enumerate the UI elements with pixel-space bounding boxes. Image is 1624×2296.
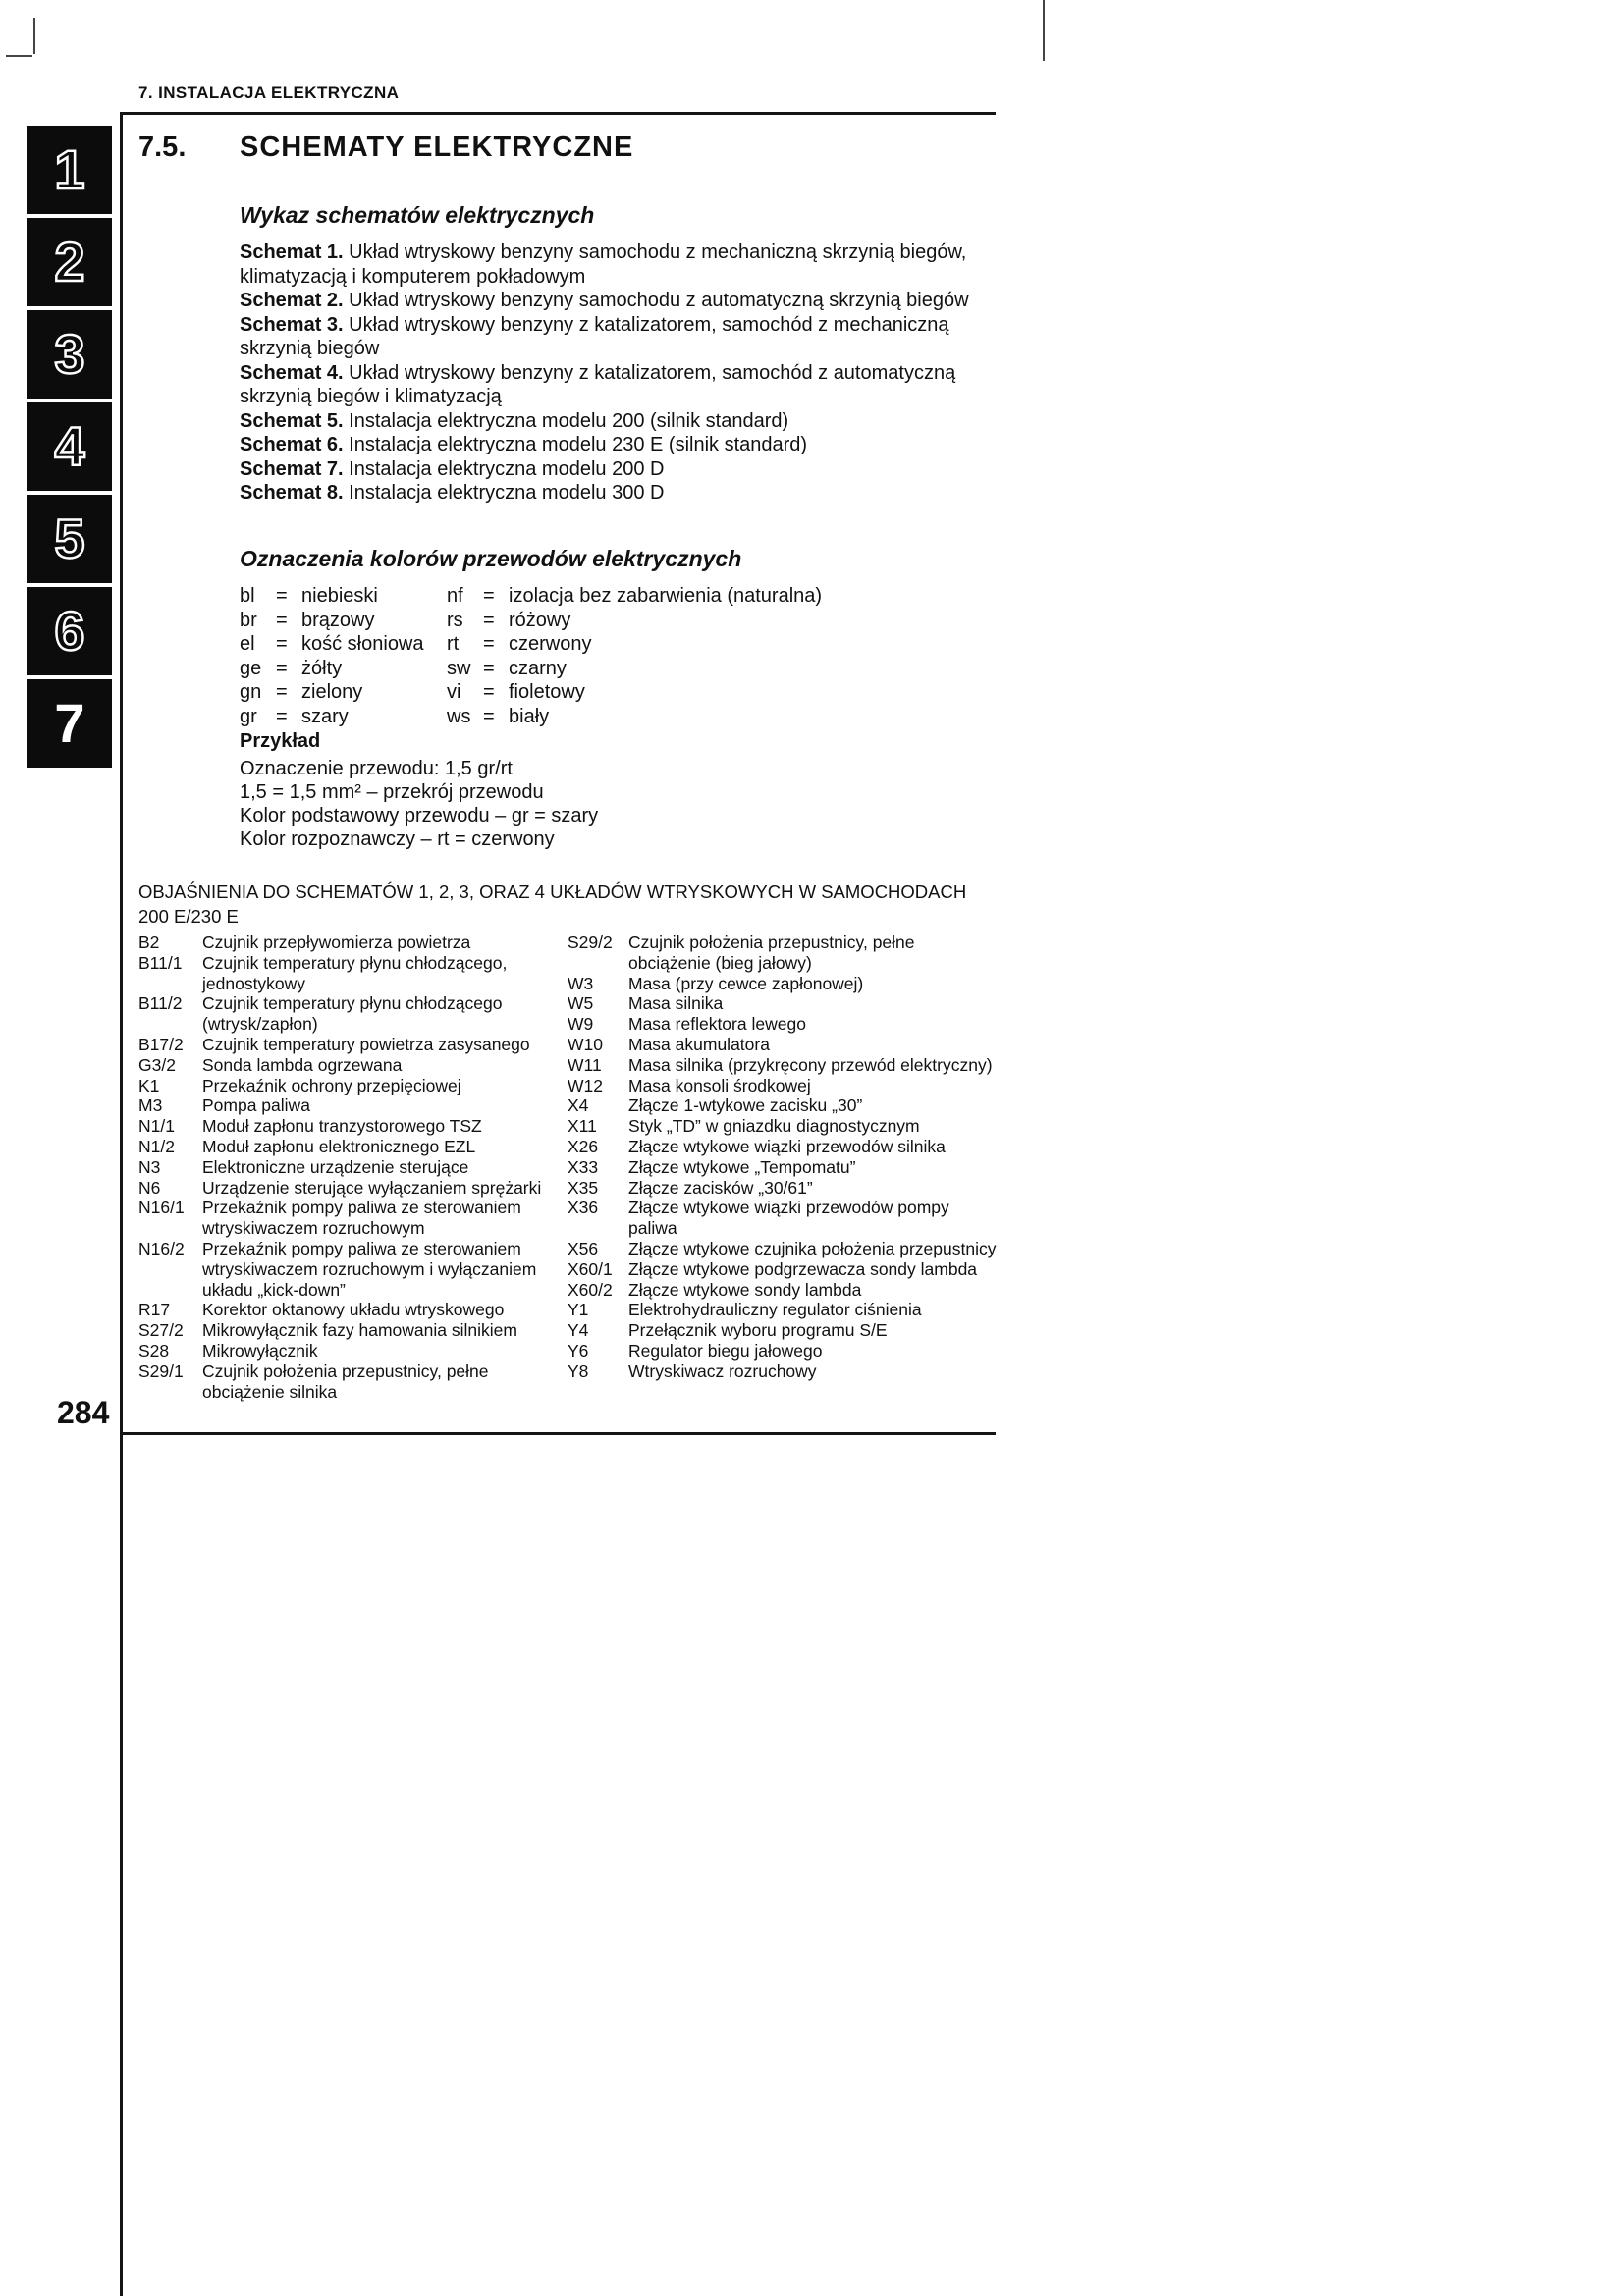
wire-color-row bbox=[240, 609, 447, 633]
legend-description: Wtryskiwacz rozruchowy bbox=[628, 1361, 817, 1381]
example-line: Kolor podstawowy przewodu – gr = szary bbox=[240, 805, 599, 827]
schemat-text: Instalacja elektryczna modelu 230 E (silnik standard) bbox=[349, 434, 808, 455]
legend-description: Złącze wtykowe wiązki przewodów pompy paliwa bbox=[628, 1198, 949, 1239]
legend-description: Złącze wtykowe podgrzewacza sondy lambda bbox=[628, 1258, 978, 1279]
legend-code: W9 bbox=[568, 1014, 594, 1035]
equals-sign: = bbox=[483, 681, 495, 703]
wire-color-row bbox=[240, 705, 447, 729]
example-lines bbox=[240, 757, 927, 851]
legend-item bbox=[138, 1035, 557, 1055]
legend-heading bbox=[138, 880, 1002, 929]
legend-item bbox=[138, 1341, 557, 1362]
wire-color-code: el bbox=[240, 633, 255, 655]
legend-description: Przełącznik wyboru programu S/E bbox=[628, 1320, 888, 1341]
legend-description: Czujnik położenia przepustnicy, pełne obciążenie (bieg jałowy) bbox=[628, 933, 915, 973]
legend-item bbox=[568, 1116, 997, 1137]
schemat-item bbox=[240, 481, 1003, 506]
legend-item bbox=[138, 1239, 557, 1300]
equals-sign: = bbox=[276, 681, 288, 703]
legend-description: Czujnik położenia przepustnicy, pełne obciążenie silnika bbox=[202, 1361, 489, 1402]
legend-item bbox=[138, 1137, 557, 1157]
wire-color-name: kość słoniowa bbox=[301, 633, 424, 655]
equals-sign: = bbox=[276, 705, 288, 727]
tab-number: 1 bbox=[54, 138, 85, 200]
sidebar-tab bbox=[27, 310, 112, 399]
schemat-item bbox=[240, 433, 1003, 457]
legend-code: X60/1 bbox=[568, 1258, 613, 1279]
wire-color-code: vi bbox=[447, 681, 461, 703]
legend-description: Przekaźnik ochrony przepięciowej bbox=[202, 1075, 461, 1095]
legend-description: Masa (przy cewce zapłonowej) bbox=[628, 973, 864, 993]
sidebar-tab bbox=[27, 679, 112, 768]
legend-code: X26 bbox=[568, 1136, 599, 1156]
legend-item bbox=[138, 933, 557, 953]
schemat-item bbox=[240, 457, 1003, 482]
legend-description: Masa akumulatora bbox=[628, 1034, 770, 1054]
legend-description: Korektor oktanowy układu wtryskowego bbox=[202, 1300, 505, 1320]
wire-color-row bbox=[240, 632, 447, 657]
legend-description: Przekaźnik pompy paliwa ze sterowaniem wtryskiwaczem rozruchowym i wyłączaniem układu „kick-down” bbox=[202, 1238, 537, 1300]
schemat-item bbox=[240, 361, 1003, 409]
legend-item bbox=[568, 1362, 997, 1382]
schemat-text: Instalacja elektryczna modelu 300 D bbox=[349, 482, 665, 504]
wire-color-name: biały bbox=[509, 705, 550, 727]
running-header: 7. INSTALACJA ELEKTRYCZNA bbox=[138, 83, 400, 102]
legend-item bbox=[568, 974, 997, 994]
legend-code: Y1 bbox=[568, 1300, 589, 1320]
legend-description: Regulator biegu jałowego bbox=[628, 1340, 823, 1361]
example-line: 1,5 = 1,5 mm² – przekrój przewodu bbox=[240, 781, 544, 803]
wire-colors-column-left bbox=[240, 584, 447, 728]
wire-color-name: zielony bbox=[301, 681, 363, 703]
legend-description: Sonda lambda ogrzewana bbox=[202, 1054, 403, 1075]
legend-description: Czujnik temperatury płynu chłodzącego (wtrysk/zapłon) bbox=[202, 993, 503, 1035]
schematics-section-title: Wykaz schematów elektrycznych bbox=[240, 202, 595, 228]
legend-item bbox=[568, 1320, 997, 1341]
legend-code: W3 bbox=[568, 973, 594, 993]
wire-color-row bbox=[447, 657, 1003, 681]
legend-item bbox=[138, 1076, 557, 1096]
schemat-text: Instalacja elektryczna modelu 200 D bbox=[349, 457, 665, 480]
sidebar-tab bbox=[27, 495, 112, 583]
wire-color-name: szary bbox=[301, 705, 349, 727]
legend-column-left bbox=[138, 933, 557, 1402]
wire-color-name: czarny bbox=[509, 657, 567, 679]
legend-code: N3 bbox=[138, 1156, 161, 1177]
wire-color-code: gr bbox=[240, 705, 257, 727]
wire-color-row bbox=[447, 680, 1003, 705]
legend-description: Złącze zacisków „30/61” bbox=[628, 1177, 813, 1198]
schemat-label: Schemat 1. bbox=[240, 241, 344, 263]
legend-code: G3/2 bbox=[138, 1054, 176, 1075]
equals-sign: = bbox=[276, 633, 288, 655]
legend-code: B11/1 bbox=[138, 952, 183, 973]
legend-item bbox=[568, 1259, 997, 1280]
schemat-text: Układ wtryskowy benzyny samochodu z automatyczną skrzynią biegów bbox=[349, 290, 969, 311]
legend-code: N1/2 bbox=[138, 1136, 175, 1156]
legend-item bbox=[568, 1280, 997, 1301]
legend-code: X35 bbox=[568, 1177, 599, 1198]
wire-color-code: rt bbox=[447, 633, 460, 655]
legend-item bbox=[568, 1055, 997, 1076]
legend-item bbox=[568, 1095, 997, 1116]
legend-code: R17 bbox=[138, 1300, 171, 1320]
chapter-tab-bar bbox=[27, 126, 112, 768]
equals-sign: = bbox=[276, 657, 288, 679]
legend-code: W12 bbox=[568, 1075, 603, 1095]
section-number: 7.5. bbox=[138, 132, 187, 163]
example-line: Kolor rozpoznawczy – rt = czerwony bbox=[240, 828, 555, 850]
wire-color-name: czerwony bbox=[509, 633, 592, 655]
wire-colors-columns bbox=[240, 584, 1003, 728]
tab-number: 5 bbox=[54, 507, 85, 569]
wire-color-code: bl bbox=[240, 585, 255, 607]
equals-sign: = bbox=[276, 609, 288, 631]
sidebar-tab bbox=[27, 126, 112, 214]
legend-item bbox=[568, 1239, 997, 1259]
schemat-label: Schemat 6. bbox=[240, 434, 344, 455]
tab-number: 6 bbox=[54, 600, 85, 662]
legend-code: X36 bbox=[568, 1198, 599, 1218]
legend-item bbox=[138, 1178, 557, 1199]
legend-code: Y4 bbox=[568, 1320, 589, 1341]
legend-code: X4 bbox=[568, 1095, 589, 1116]
schemat-text: Układ wtryskowy benzyny z katalizatorem, samochód z mechaniczną skrzynią biegów bbox=[240, 313, 949, 359]
legend-code: W5 bbox=[568, 993, 594, 1014]
schemat-item bbox=[240, 313, 1003, 361]
equals-sign: = bbox=[483, 657, 495, 679]
legend-description: Czujnik temperatury płynu chłodzącego, jednostykowy bbox=[202, 952, 508, 993]
legend-item bbox=[568, 1198, 997, 1239]
legend-code: M3 bbox=[138, 1095, 163, 1116]
legend-item bbox=[568, 1035, 997, 1055]
legend-code: N16/1 bbox=[138, 1198, 185, 1218]
example-line: Oznaczenie przewodu: 1,5 gr/rt bbox=[240, 758, 513, 779]
wire-color-code: br bbox=[240, 609, 257, 631]
schematics-list bbox=[240, 240, 1003, 506]
schemat-label: Schemat 3. bbox=[240, 313, 344, 336]
legend-item bbox=[568, 1341, 997, 1362]
crop-mark-top-left-horizontal bbox=[6, 55, 32, 57]
legend-description: Czujnik temperatury powietrza zasysanego bbox=[202, 1034, 530, 1054]
schemat-label: Schemat 8. bbox=[240, 482, 344, 504]
example-section bbox=[240, 730, 927, 851]
legend-code: S29/1 bbox=[138, 1361, 184, 1381]
equals-sign: = bbox=[276, 585, 288, 607]
legend-description: Moduł zapłonu tranzystorowego TSZ bbox=[202, 1116, 482, 1137]
wire-colors-column-right bbox=[447, 584, 1003, 728]
example-title: Przykład bbox=[240, 730, 321, 752]
legend-description: Elektrohydrauliczny regulator ciśnienia bbox=[628, 1300, 922, 1320]
legend-item bbox=[138, 1055, 557, 1076]
legend-item bbox=[138, 1157, 557, 1178]
legend-description: Złącze 1-wtykowe zacisku „30” bbox=[628, 1095, 863, 1116]
legend-item bbox=[568, 1137, 997, 1157]
legend-code: B2 bbox=[138, 933, 160, 952]
footer-divider-rule bbox=[120, 1432, 996, 1435]
legend-item bbox=[138, 993, 557, 1035]
legend-code: X11 bbox=[568, 1116, 597, 1137]
schemat-text: Układ wtryskowy benzyny z katalizatorem, samochód z automatyczną skrzynią biegów i klimatyzacją bbox=[240, 361, 956, 407]
legend-description: Przekaźnik pompy paliwa ze sterowaniem wtryskiwaczem rozruchowym bbox=[202, 1198, 521, 1239]
content-left-rule bbox=[120, 112, 123, 2296]
wire-color-code: rs bbox=[447, 609, 463, 631]
legend-description: Masa silnika bbox=[628, 993, 724, 1014]
legend-item bbox=[138, 1320, 557, 1341]
legend-heading-line2: 200 E/230 E bbox=[138, 906, 239, 927]
legend-description: Masa reflektora lewego bbox=[628, 1014, 806, 1035]
wire-color-name: żółty bbox=[301, 657, 343, 679]
wire-color-code: sw bbox=[447, 657, 471, 679]
wire-color-row bbox=[447, 632, 1003, 657]
legend-item bbox=[568, 1014, 997, 1035]
legend-item bbox=[138, 1300, 557, 1320]
schemat-item bbox=[240, 289, 1003, 313]
wire-color-code: ge bbox=[240, 657, 262, 679]
legend-item bbox=[138, 1362, 557, 1403]
legend-description: Masa silnika (przykręcony przewód elektryczny) bbox=[628, 1054, 993, 1075]
sidebar-tab bbox=[27, 402, 112, 491]
legend-description: Mikrowyłącznik fazy hamowania silnikiem bbox=[202, 1320, 517, 1341]
legend-code: W11 bbox=[568, 1054, 602, 1075]
equals-sign: = bbox=[483, 705, 495, 727]
legend-code: X33 bbox=[568, 1156, 599, 1177]
crop-mark-top-left-vertical bbox=[33, 18, 35, 54]
legend-item bbox=[568, 1300, 997, 1320]
wire-color-row bbox=[240, 584, 447, 609]
legend-heading-line1: OBJAŚNIENIA DO SCHEMATÓW 1, 2, 3, ORAZ 4 UKŁADÓW WTRYSKOWYCH W SAMOCHODACH bbox=[138, 881, 967, 902]
wire-color-row bbox=[447, 584, 1003, 609]
legend-description: Złącze wtykowe wiązki przewodów silnika bbox=[628, 1136, 946, 1156]
wire-color-row bbox=[447, 609, 1003, 633]
header-divider-rule bbox=[120, 112, 996, 115]
section-title: SCHEMATY ELEKTRYCZNE bbox=[240, 132, 634, 163]
legend-item bbox=[138, 953, 557, 994]
wire-color-row bbox=[240, 680, 447, 705]
wire-color-name: różowy bbox=[509, 609, 571, 631]
wire-color-row bbox=[240, 657, 447, 681]
legend-description: Urządzenie sterujące wyłączaniem sprężarki bbox=[202, 1177, 542, 1198]
legend-description: Styk „TD” w gniazdku diagnostycznym bbox=[628, 1116, 920, 1137]
tab-number: 3 bbox=[54, 323, 85, 385]
legend-item bbox=[138, 1095, 557, 1116]
tab-number: 2 bbox=[54, 231, 85, 293]
legend-description: Masa konsoli środkowej bbox=[628, 1075, 811, 1095]
wire-color-code: nf bbox=[447, 585, 463, 607]
legend-code: K1 bbox=[138, 1075, 160, 1095]
legend-code: Y8 bbox=[568, 1361, 589, 1381]
legend-description: Złącze wtykowe czujnika położenia przepustnicy bbox=[628, 1238, 997, 1258]
legend-code: B11/2 bbox=[138, 993, 183, 1014]
legend-code: Y6 bbox=[568, 1340, 589, 1361]
legend-item bbox=[568, 1157, 997, 1178]
wire-colors-title: Oznaczenia kolorów przewodów elektrycznych bbox=[240, 546, 742, 571]
legend-code: S28 bbox=[138, 1340, 170, 1361]
legend-code: X60/2 bbox=[568, 1279, 613, 1300]
legend-code: N6 bbox=[138, 1177, 161, 1198]
sidebar-tab bbox=[27, 587, 112, 675]
legend-code: N16/2 bbox=[138, 1238, 185, 1258]
schemat-item bbox=[240, 240, 1003, 289]
legend-column-right bbox=[568, 933, 997, 1382]
schemat-item bbox=[240, 409, 1003, 434]
legend-item bbox=[568, 1178, 997, 1199]
schemat-text: Instalacja elektryczna modelu 200 (silnik standard) bbox=[349, 409, 789, 432]
legend-item bbox=[138, 1198, 557, 1239]
legend-item bbox=[568, 933, 997, 974]
wire-colors-section bbox=[240, 546, 1003, 728]
legend-code: N1/1 bbox=[138, 1116, 175, 1137]
wire-color-code: gn bbox=[240, 681, 262, 703]
legend-description: Mikrowyłącznik bbox=[202, 1340, 318, 1361]
legend-code: X56 bbox=[568, 1238, 599, 1258]
wire-color-name: niebieski bbox=[301, 585, 378, 607]
page-number: 284 bbox=[57, 1395, 110, 1430]
tab-number: 4 bbox=[54, 415, 85, 477]
legend-description: Złącze wtykowe „Tempomatu” bbox=[628, 1156, 856, 1177]
legend-code: B17/2 bbox=[138, 1034, 184, 1054]
schemat-label: Schemat 2. bbox=[240, 290, 344, 311]
schemat-label: Schemat 7. bbox=[240, 457, 344, 480]
legend-description: Złącze wtykowe sondy lambda bbox=[628, 1279, 862, 1300]
legend-item bbox=[568, 1076, 997, 1096]
equals-sign: = bbox=[483, 609, 495, 631]
legend-code: W10 bbox=[568, 1034, 603, 1054]
sidebar-tab bbox=[27, 218, 112, 306]
wire-color-code: ws bbox=[447, 705, 471, 727]
schemat-text: Układ wtryskowy benzyny samochodu z mechaniczną skrzynią biegów, klimatyzacją i komputerem pokładowym bbox=[240, 241, 967, 288]
legend-description: Moduł zapłonu elektronicznego EZL bbox=[202, 1136, 476, 1156]
wire-color-name: izolacja bez zabarwienia (naturalna) bbox=[509, 585, 823, 607]
equals-sign: = bbox=[483, 585, 495, 607]
legend-description: Czujnik przepływomierza powietrza bbox=[202, 933, 471, 952]
wire-color-row bbox=[447, 705, 1003, 729]
schematics-section bbox=[240, 202, 1003, 506]
wire-color-name: brązowy bbox=[301, 609, 375, 631]
legend-description: Elektroniczne urządzenie sterujące bbox=[202, 1156, 469, 1177]
schemat-label: Schemat 4. bbox=[240, 361, 344, 384]
legend-code: S29/2 bbox=[568, 933, 613, 952]
equals-sign: = bbox=[483, 633, 495, 655]
tab-number: 7 bbox=[54, 692, 85, 754]
schemat-label: Schemat 5. bbox=[240, 409, 344, 432]
legend-item bbox=[138, 1116, 557, 1137]
legend-code: S27/2 bbox=[138, 1320, 184, 1341]
wire-color-name: fioletowy bbox=[509, 681, 585, 703]
crop-mark-top-right-vertical bbox=[1043, 0, 1045, 61]
legend-description: Pompa paliwa bbox=[202, 1095, 310, 1116]
legend-item bbox=[568, 993, 997, 1014]
